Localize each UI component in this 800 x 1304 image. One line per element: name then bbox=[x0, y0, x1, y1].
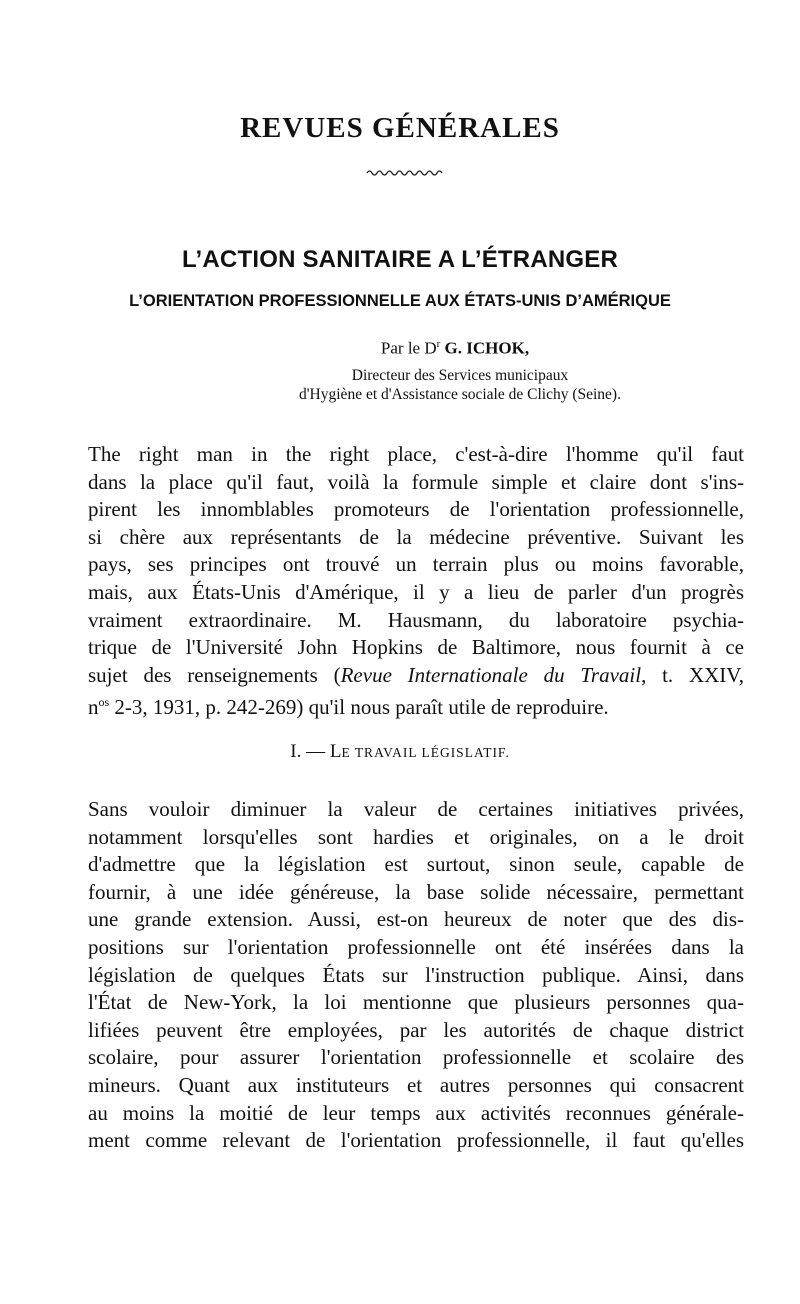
part-heading bbox=[0, 741, 800, 763]
part-title: E TRAVAIL LÉGISLATIF. bbox=[341, 745, 510, 760]
paragraph-line: si chère aux représentants de la médecine préventive. Suivant les bbox=[88, 524, 744, 549]
paragraph-line: fournir, à une idée généreuse, la base solide nécessaire, permettant bbox=[88, 879, 744, 904]
citation-tail: , t. XXIV, bbox=[641, 662, 744, 687]
paragraph-line: une grande extension. Aussi, est-on heureux de noter que des dis- bbox=[88, 907, 744, 932]
author-affiliation bbox=[0, 366, 800, 404]
body-paragraph bbox=[88, 796, 744, 1155]
citation-lead: sujet des renseignements ( bbox=[88, 662, 341, 687]
paragraph-line: législation de quelques États sur l'instruction publique. Ainsi, dans bbox=[88, 962, 744, 987]
byline-superscript: r bbox=[436, 338, 441, 350]
issue-superscript: os bbox=[98, 695, 110, 710]
byline-prefix: Par le D bbox=[380, 338, 437, 358]
last-line-rest: 2-3, 1931, p. 242-269) qu'il nous paraît utile de reproduire. bbox=[109, 695, 609, 720]
article-subtitle: L’ORIENTATION PROFESSIONNELLE AUX ÉTATS-UNIS D’AMÉRIQUE bbox=[129, 292, 671, 310]
paragraph-line: ment comme relevant de l'orientation professionnelle, il faut qu'elles bbox=[88, 1128, 744, 1153]
paragraph-line: trique de l'Université John Hopkins de Baltimore, nous fournit à ce bbox=[88, 635, 744, 660]
paragraph-line: mais, aux États-Unis d'Amérique, il y a lieu de parler d'un progrès bbox=[88, 579, 744, 604]
section-heading: REVUES GÉNÉRALES bbox=[240, 112, 560, 144]
author-name: G. ICHOK, bbox=[444, 338, 530, 358]
paragraph-line: vraiment extraordinaire. M. Hausmann, du laboratoire psychia- bbox=[88, 607, 744, 632]
intro-paragraph bbox=[88, 441, 744, 722]
affiliation-line: d'Hygiène et d'Assistance sociale de Clichy (Seine). bbox=[299, 386, 621, 403]
paragraph-line: dans la place qu'il faut, voilà la formule simple et claire dont s'ins- bbox=[88, 469, 744, 494]
wavy-line-ornament-icon bbox=[365, 168, 445, 178]
paragraph-line: notamment lorsqu'elles sont hardies et originales, on a le droit bbox=[88, 824, 744, 849]
paragraph-line: Sans vouloir diminuer la valeur de certaines initiatives privées, bbox=[88, 797, 744, 821]
paragraph-line: scolaire, pour assurer l'orientation professionnelle et scolaire des bbox=[88, 1045, 744, 1070]
paragraph-line-citation bbox=[88, 662, 744, 690]
byline bbox=[0, 338, 800, 359]
paragraph-line: mineurs. Quant aux instituteurs et autres personnes qui consacrent bbox=[88, 1072, 744, 1097]
paragraph-line: d'admettre que la législation est surtout, sinon seule, capable de bbox=[88, 852, 744, 877]
issue-prefix: n bbox=[88, 695, 99, 720]
paragraph-line: pirent les innomblables promoteurs de l'orientation professionnelle, bbox=[88, 497, 744, 522]
part-numeral: I. — L bbox=[290, 741, 342, 762]
paragraph-line: l'État de New-York, la loi mentionne que plusieurs personnes qua- bbox=[88, 990, 744, 1015]
affiliation-line: Directeur des Services municipaux bbox=[351, 367, 569, 384]
article-title: L’ACTION SANITAIRE A L’ÉTRANGER bbox=[182, 246, 618, 273]
paragraph-line: lifiées peuvent être employées, par les autorités de chaque district bbox=[88, 1017, 744, 1042]
paragraph-line: positions sur l'orientation professionnelle ont été insérées dans la bbox=[88, 934, 744, 959]
paragraph-line: pays, ses principes ont trouvé un terrain plus ou moins favorable, bbox=[88, 552, 744, 577]
citation-journal-title: Revue Internationale du Travail bbox=[340, 662, 642, 687]
paragraph-line: The right man in the right place, c'est-à-dire l'homme qu'il faut bbox=[88, 442, 744, 466]
paragraph-line: au moins la moitié de leur temps aux activités reconnues générale- bbox=[88, 1100, 744, 1125]
paragraph-line-last bbox=[88, 689, 744, 722]
